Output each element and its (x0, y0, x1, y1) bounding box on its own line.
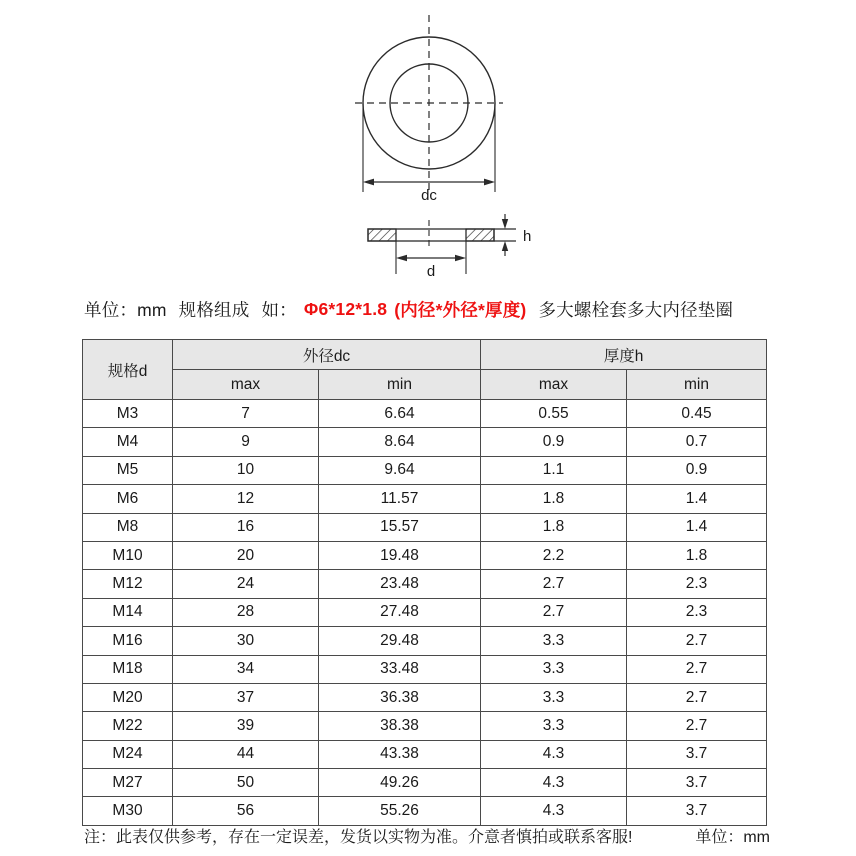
cell-od-max: 37 (173, 683, 319, 711)
cell-h-max: 3.3 (481, 655, 627, 683)
cell-od-min: 38.38 (319, 712, 481, 740)
cell-h-min: 1.4 (627, 513, 767, 541)
table-row (83, 570, 767, 598)
table-row (83, 712, 767, 740)
cell-h-min: 2.7 (627, 683, 767, 711)
cell-od-min: 29.48 (319, 627, 481, 655)
table-row (83, 740, 767, 768)
th-od-min: min (319, 370, 481, 400)
cell-h-max: 4.3 (481, 797, 627, 825)
cell-spec: M10 (83, 541, 173, 569)
dc-dimension-label: dc (421, 187, 437, 204)
th-h-min: min (627, 370, 767, 400)
cell-h-max: 2.2 (481, 541, 627, 569)
spec-composition-note (84, 294, 784, 324)
table-row (83, 598, 767, 626)
section-hatch-left (368, 229, 396, 241)
section-view-group (368, 214, 531, 280)
cell-h-max: 3.3 (481, 683, 627, 711)
th-outer-diameter: 外径dc (173, 340, 481, 370)
cell-spec: M30 (83, 797, 173, 825)
cell-spec: M5 (83, 456, 173, 484)
cell-spec: M8 (83, 513, 173, 541)
cell-od-max: 7 (173, 400, 319, 428)
cell-spec: M14 (83, 598, 173, 626)
cell-h-max: 0.55 (481, 400, 627, 428)
th-spec: 规格d (83, 340, 173, 400)
cell-h-min: 3.7 (627, 797, 767, 825)
table-body (83, 400, 767, 826)
cell-spec: M20 (83, 683, 173, 711)
table-row (83, 683, 767, 711)
th-od-max: max (173, 370, 319, 400)
cell-od-min: 8.64 (319, 428, 481, 456)
spec-note-example-value: Φ6*12*1.8 (303, 298, 388, 319)
cell-od-min: 19.48 (319, 541, 481, 569)
cell-od-min: 33.48 (319, 655, 481, 683)
cell-od-max: 20 (173, 541, 319, 569)
cell-od-max: 10 (173, 456, 319, 484)
cell-od-max: 30 (173, 627, 319, 655)
cell-h-max: 3.3 (481, 627, 627, 655)
spec-note-tail: 多大螺栓套多大内径垫圈 (538, 299, 734, 320)
table-row (83, 541, 767, 569)
cell-h-min: 3.7 (627, 769, 767, 797)
h-dimension-label: h (523, 228, 532, 245)
cell-od-max: 50 (173, 769, 319, 797)
spec-note-example-intro: 如： (261, 299, 297, 320)
cell-spec: M27 (83, 769, 173, 797)
cell-h-min: 1.8 (627, 541, 767, 569)
cell-h-max: 1.1 (481, 456, 627, 484)
footer-note-text: 注：此表仅供参考，存在一定误差，发货以实物为准。介意者慎拍或联系客服! (84, 828, 633, 846)
footer-unit-text: 单位：mm (695, 828, 770, 846)
cell-od-min: 55.26 (319, 797, 481, 825)
h-dimension-group (494, 214, 516, 256)
table-row (83, 627, 767, 655)
th-h-max: max (481, 370, 627, 400)
washer-spec-table (82, 339, 767, 826)
th-thickness: 厚度h (481, 340, 767, 370)
cell-od-max: 9 (173, 428, 319, 456)
cell-h-min: 2.7 (627, 655, 767, 683)
cell-od-max: 16 (173, 513, 319, 541)
table-header-row-2 (83, 370, 767, 400)
table-row (83, 428, 767, 456)
cell-od-min: 6.64 (319, 400, 481, 428)
d-dimension-line (396, 255, 466, 261)
table-row (83, 400, 767, 428)
cell-h-max: 3.3 (481, 712, 627, 740)
cell-od-max: 12 (173, 485, 319, 513)
cell-od-max: 34 (173, 655, 319, 683)
d-dimension-label: d (426, 263, 436, 280)
cell-h-max: 2.7 (481, 570, 627, 598)
table-row (83, 513, 767, 541)
cell-h-min: 2.3 (627, 570, 767, 598)
table-header (83, 340, 767, 400)
cell-od-max: 24 (173, 570, 319, 598)
cell-spec: M24 (83, 740, 173, 768)
cell-spec: M3 (83, 400, 173, 428)
spec-note-composition-label: 规格组成 (178, 299, 250, 320)
cell-od-min: 27.48 (319, 598, 481, 626)
cell-h-min: 2.3 (627, 598, 767, 626)
cell-h-min: 3.7 (627, 740, 767, 768)
cell-h-min: 0.7 (627, 428, 767, 456)
cell-h-min: 1.4 (627, 485, 767, 513)
cell-spec: M12 (83, 570, 173, 598)
top-view-group (355, 15, 503, 204)
cell-spec: M4 (83, 428, 173, 456)
cell-od-max: 28 (173, 598, 319, 626)
cell-od-min: 15.57 (319, 513, 481, 541)
cell-h-max: 4.3 (481, 769, 627, 797)
table-row (83, 456, 767, 484)
cell-h-max: 0.9 (481, 428, 627, 456)
cell-h-min: 2.7 (627, 712, 767, 740)
cell-od-min: 43.38 (319, 740, 481, 768)
cell-spec: M6 (83, 485, 173, 513)
spec-note-unit: 单位：mm (84, 299, 167, 320)
cell-od-max: 56 (173, 797, 319, 825)
cell-h-max: 2.7 (481, 598, 627, 626)
section-hatch-right (466, 229, 494, 241)
cell-h-min: 2.7 (627, 627, 767, 655)
cell-spec: M22 (83, 712, 173, 740)
table-footer-note (84, 822, 774, 848)
cell-od-min: 49.26 (319, 769, 481, 797)
cell-h-min: 0.9 (627, 456, 767, 484)
cell-h-min: 0.45 (627, 400, 767, 428)
cell-h-max: 1.8 (481, 513, 627, 541)
spec-note-example-meaning: (内径*外径*厚度) (394, 299, 527, 320)
table-header-row-1 (83, 340, 767, 370)
cell-od-min: 23.48 (319, 570, 481, 598)
cell-od-max: 39 (173, 712, 319, 740)
cell-h-max: 4.3 (481, 740, 627, 768)
table-row (83, 655, 767, 683)
cell-od-min: 9.64 (319, 456, 481, 484)
washer-technical-drawing (0, 0, 856, 290)
table-row (83, 485, 767, 513)
cell-od-max: 44 (173, 740, 319, 768)
cell-spec: M18 (83, 655, 173, 683)
cell-od-min: 11.57 (319, 485, 481, 513)
cell-spec: M16 (83, 627, 173, 655)
table-row (83, 769, 767, 797)
cell-h-max: 1.8 (481, 485, 627, 513)
cell-od-min: 36.38 (319, 683, 481, 711)
